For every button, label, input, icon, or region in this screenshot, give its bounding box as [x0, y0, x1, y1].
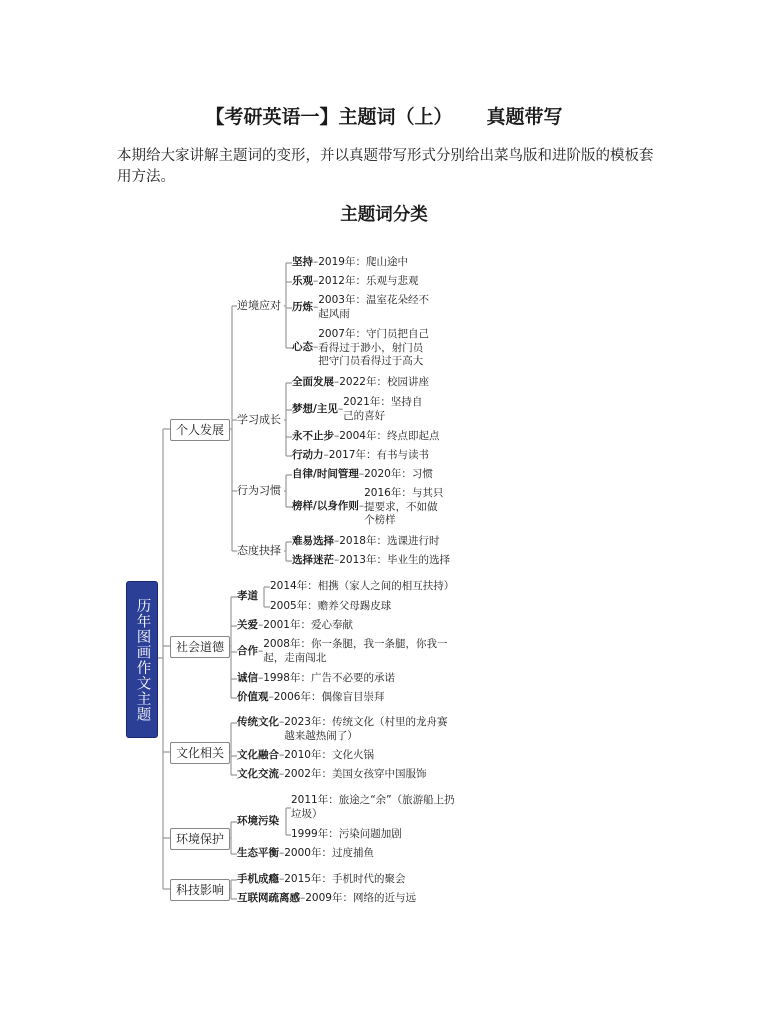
leaf-role-model: 榜样/以身作则–2016年：与其只 提要求，不如做 个榜样 [292, 487, 444, 526]
leaf-ecological-balance: 生态平衡–2000年：过度捕鱼 [237, 847, 374, 859]
leaf-optimism: 乐观–2012年：乐观与悲观 [292, 275, 419, 287]
leaf-care: 关爱–2001年：爱心奉献 [237, 619, 353, 631]
subcategory-learning-growth: 学习成长 [237, 413, 281, 426]
connector-personal-subs [232, 306, 237, 551]
section-title: 主题词分类 [340, 205, 428, 225]
category-environment: 环境保护 [170, 828, 230, 850]
leaf-action: 行动力–2017年：有书与读书 [292, 449, 429, 461]
topic-mindmap [118, 238, 486, 918]
subcategory-adversity: 逆境应对 [237, 299, 281, 312]
leaf-tempering: 历炼–2003年：温室花朵经不 起风雨 [292, 294, 429, 320]
leaf-cultural-fusion: 文化融合–2010年：文化火锅 [237, 749, 374, 761]
leaf-internet-alienation: 互联网疏离感–2009年：网络的近与远 [237, 892, 416, 904]
leaf-cultural-exchange: 文化交流–2002年：美国女孩穿中国服饰 [237, 768, 427, 780]
page-title [0, 102, 768, 129]
leaf-choice-confusion: 选择迷茫–2013年：毕业生的选择 [292, 554, 450, 566]
category-technology: 科技影响 [170, 879, 230, 901]
subcategory-attitude-choice: 态度抉择 [237, 544, 281, 557]
leaf-cooperation: 合作–2008年：你一条腿，我一条腿，你我一 起，走南闯北 [237, 638, 448, 664]
leaf-pollution: 环境污染 [237, 815, 279, 827]
leaf-all-round-development: 全面发展–2022年：校园讲座 [292, 376, 429, 388]
category-social-morality: 社会道德 [170, 636, 230, 658]
leaf-phone-addiction: 手机成瘾–2015年：手机时代的聚会 [237, 873, 406, 885]
leaf-filial-piety: 孝道 [237, 590, 258, 602]
intro-paragraph: 本期给大家讲解主题词的变形，并以真题带写形式分别给出菜鸟版和进阶版的模板套用方法。 [117, 148, 654, 185]
leaf-integrity: 诚信–1998年：广告不必要的承诺 [237, 672, 395, 684]
leaf-dream-opinion: 梦想/主见–2021年：坚持自 己的喜好 [292, 396, 423, 422]
leaf-filial-piety-2005: 2005年：赡养父母踢皮球 [270, 600, 392, 612]
leaf-persistence: 坚持–2019年：爬山途中 [292, 256, 408, 268]
subcategory-habits: 行为习惯 [237, 484, 281, 497]
title-secondary: 真题带写 [486, 106, 563, 128]
category-personal-development: 个人发展 [170, 419, 230, 441]
leaf-never-stop: 永不止步–2004年：终点即起点 [292, 430, 440, 442]
leaf-pollution-2011: 2011年：旅途之“余”（旅游船上扔 垃圾） [291, 794, 455, 820]
title-main: 【考研英语一】主题词（上） [205, 106, 453, 128]
category-culture: 文化相关 [170, 742, 230, 764]
leaf-values: 价值观–2006年：偶像盲目崇拜 [237, 691, 385, 703]
leaf-easy-hard-choice: 难易选择–2018年：选课进行时 [292, 535, 440, 547]
mindmap-root: 历年图画作文主题 [126, 581, 158, 738]
leaf-pollution-1999: 1999年：污染问题加剧 [291, 828, 402, 840]
connector-categories [163, 429, 170, 889]
leaf-mindset: 心态–2007年：守门员把自己 看得过于渺小，射门员 把守门员看得过于高大 [292, 328, 429, 367]
leaf-filial-piety-2014: 2014年：相携（家人之间的相互扶持） [270, 580, 455, 592]
leaf-self-discipline: 自律/时间管理–2020年：习惯 [292, 468, 433, 480]
leaf-traditional-culture: 传统文化–2023年：传统文化（村里的龙舟赛 越来越热闹了） [237, 716, 448, 742]
